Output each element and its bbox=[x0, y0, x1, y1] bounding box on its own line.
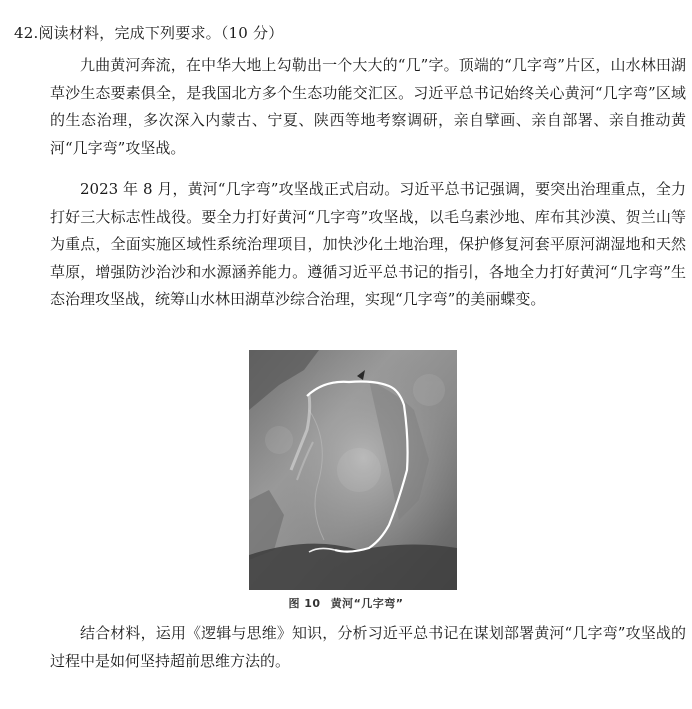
figure-caption bbox=[0, 595, 692, 611]
question-header: 42.阅读材料，完成下列要求。（10 分） bbox=[14, 24, 284, 42]
task-prompt: 结合材料，运用《逻辑与思维》知识，分析习近平总书记在谋划部署黄河“几字弯”攻坚战的过程中是如何坚持超前思维方法的。 bbox=[50, 624, 686, 670]
yellow-river-satellite-image bbox=[249, 350, 457, 590]
figure-number: 图 10 bbox=[288, 597, 321, 610]
material-paragraph-1: 九曲黄河奔流，在中华大地上勾勒出一个大大的“几”字。顶端的“几字弯”片区，山水林田湖草沙生态要素俱全，是我国北方多个生态功能交汇区。习近平总书记始终关心黄河“几字弯”区域的生态治理，多次深入内蒙古、宁夏、陕西等地考察调研，亲自擘画、亲自部署、亲自推动黄河“几字弯”攻坚战。 bbox=[50, 56, 686, 157]
figure-title: 黄河“几字弯” bbox=[330, 597, 404, 610]
material-paragraph-2: 2023 年 8 月，黄河“几字弯”攻坚战正式启动。习近平总书记强调，要突出治理重点，全力打好三大标志性战役。要全力打好黄河“几字弯”攻坚战，以毛乌素沙地、库布其沙漠、贺兰山等为重点，全面实施区域性系统治理项目，加快沙化土地治理，保护修复河套平原河湖湿地和天然草原，增强防沙治沙和水源涵养能力。遵循习近平总书记的指引，各地全力打好黄河“几字弯”生态治理攻坚战，统筹山水林田湖草沙综合治理，实现“几字弯”的美丽蝶变。 bbox=[50, 180, 686, 309]
